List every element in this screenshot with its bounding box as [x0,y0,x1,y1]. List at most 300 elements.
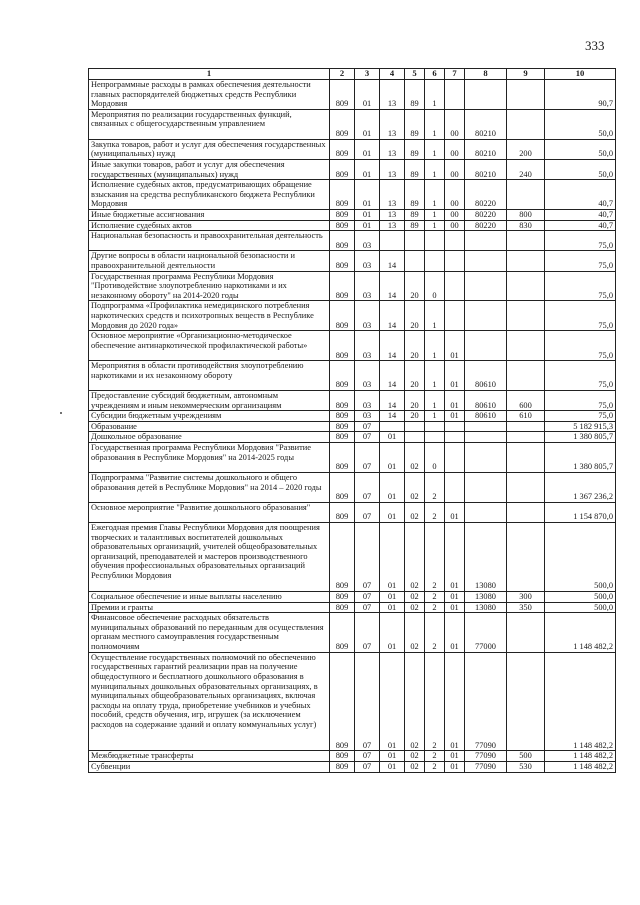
table-row [89,301,616,331]
code-cell: 89 [405,220,425,231]
code-cell: 20 [405,391,425,411]
code-cell [405,421,425,432]
code-cell: 07 [355,522,380,591]
amount-cell: 1 148 482,2 [545,652,616,751]
table-row [89,472,616,502]
code-cell: 01 [445,592,465,603]
code-cell: 809 [330,220,355,231]
code-cell: 20 [405,411,425,422]
table-row [89,761,616,772]
amount-cell: 1 380 805,7 [545,443,616,473]
code-cell [465,443,507,473]
header-cell: 2 [330,69,355,80]
code-cell: 809 [330,301,355,331]
code-cell: 809 [330,411,355,422]
code-cell: 89 [405,80,425,110]
row-name: Подпрограмма «Профилактика немедицинского потребления наркотических средств и психотропных веществ в Республике Мордовия до 2020 года» [89,301,330,331]
table-row [89,502,616,522]
code-cell: 02 [405,502,425,522]
code-cell: 01 [445,761,465,772]
code-cell: 2 [425,472,445,502]
code-cell: 13 [380,159,405,179]
row-name: Непрограммные расходы в рамках обеспечения деятельности главных распорядителей бюджетных средств Республики Мордовия [89,80,330,110]
amount-cell: 75,0 [545,251,616,271]
row-name: Государственная программа Республики Мордовия "Развитие образования в Республике Мордовия" на 2014-2025 годы [89,443,330,473]
code-cell: 03 [355,231,380,251]
amount-cell: 90,7 [545,80,616,110]
code-cell [445,472,465,502]
code-cell: 500 [507,751,545,762]
code-cell [507,432,545,443]
code-cell [465,231,507,251]
table-row [89,602,616,613]
code-cell: 809 [330,522,355,591]
code-cell: 2 [425,522,445,591]
code-cell [507,522,545,591]
amount-cell: 500,0 [545,602,616,613]
page-number: 333 [585,38,605,53]
table-body [89,69,616,773]
code-cell [465,502,507,522]
code-cell: 1 [425,301,445,331]
code-cell: 02 [405,592,425,603]
code-cell: 350 [507,602,545,613]
table-row [89,443,616,473]
code-cell: 80210 [465,109,507,139]
code-cell: 00 [445,220,465,231]
row-name: Осуществление государственных полномочий по обеспечению государственных гарантий реализации прав на получение общедоступного и бесплатного дошкольного образования в муниципальных дошкольных образовательных организациях, в муниципальных общеобразовательных организациях, включая расходы на оплату труда, приобретение учебников и учебных пособий, средств обучения, игр, игрушек (за исключением расходов на содержание зданий и оплату коммунальных услуг) [89,652,330,751]
code-cell: 03 [355,391,380,411]
code-cell: 530 [507,761,545,772]
code-cell: 89 [405,139,425,159]
code-cell [507,231,545,251]
table-row [89,391,616,411]
code-cell: 2 [425,592,445,603]
amount-cell: 75,0 [545,231,616,251]
code-cell: 89 [405,109,425,139]
header-cell: 3 [355,69,380,80]
code-cell: 01 [380,613,405,653]
code-cell [425,231,445,251]
code-cell: 0 [425,271,445,301]
code-cell [445,432,465,443]
code-cell: 809 [330,421,355,432]
code-cell: 02 [405,522,425,591]
row-name: Премии и гранты [89,602,330,613]
amount-cell: 50,0 [545,159,616,179]
amount-cell: 75,0 [545,391,616,411]
code-cell: 240 [507,159,545,179]
code-cell [465,432,507,443]
code-cell: 809 [330,210,355,221]
code-cell [445,443,465,473]
code-cell: 809 [330,613,355,653]
code-cell: 01 [380,472,405,502]
row-name: Иные бюджетные ассигнования [89,210,330,221]
table-row [89,271,616,301]
code-cell: 07 [355,443,380,473]
code-cell [507,502,545,522]
code-cell: 01 [445,411,465,422]
code-cell: 01 [380,522,405,591]
code-cell: 809 [330,231,355,251]
code-cell: 14 [380,361,405,391]
row-name: Подпрограмма "Развитие системы дошкольного и общего образования детей в Республике Мордовия" на 2014 – 2020 годы [89,472,330,502]
code-cell: 2 [425,502,445,522]
code-cell: 00 [445,210,465,221]
code-cell: 2 [425,761,445,772]
code-cell: 2 [425,602,445,613]
code-cell [507,301,545,331]
amount-cell: 1 380 805,7 [545,432,616,443]
row-name: Иные закупки товаров, работ и услуг для обеспечения государственных (муниципальных) нужд [89,159,330,179]
row-name: Финансовое обеспечение расходных обязательств муниципальных образований по переданным для осуществления органам местного самоуправления государственным полномочиям [89,613,330,653]
code-cell: 13 [380,139,405,159]
amount-cell: 40,7 [545,220,616,231]
row-name: Мероприятия по реализации государственных функций, связанных с общегосударственным управлением [89,109,330,139]
code-cell: 809 [330,361,355,391]
amount-cell: 50,0 [545,109,616,139]
header-cell: 5 [405,69,425,80]
code-cell: 830 [507,220,545,231]
code-cell: 809 [330,751,355,762]
scan-speck [60,412,62,414]
code-cell: 07 [355,472,380,502]
table-row [89,231,616,251]
amount-cell: 500,0 [545,592,616,603]
code-cell: 809 [330,592,355,603]
code-cell: 02 [405,652,425,751]
code-cell: 809 [330,80,355,110]
code-cell: 809 [330,139,355,159]
code-cell: 01 [355,180,380,210]
amount-cell: 75,0 [545,331,616,361]
code-cell [380,231,405,251]
code-cell [425,421,445,432]
code-cell [507,331,545,361]
row-name: Государственная программа Республики Мордовия "Противодействие злоупотреблению наркотиками и их незаконному обороту" на 2014-2020 годы [89,271,330,301]
code-cell: 80210 [465,139,507,159]
row-name: Образование [89,421,330,432]
code-cell [507,80,545,110]
table-row [89,652,616,751]
code-cell: 03 [355,361,380,391]
code-cell: 0 [425,443,445,473]
code-cell: 13080 [465,602,507,613]
code-cell: 01 [445,331,465,361]
row-name: Предоставление субсидий бюджетным, автономным учреждениям и иным некоммерческим организациям [89,391,330,411]
code-cell: 14 [380,271,405,301]
code-cell: 809 [330,432,355,443]
code-cell: 89 [405,159,425,179]
code-cell: 13 [380,180,405,210]
code-cell: 13080 [465,592,507,603]
amount-cell: 5 182 915,3 [545,421,616,432]
code-cell: 809 [330,443,355,473]
code-cell: 03 [355,251,380,271]
code-cell: 01 [355,109,380,139]
code-cell: 20 [405,271,425,301]
amount-cell: 40,7 [545,180,616,210]
row-name: Исполнение судебных актов [89,220,330,231]
code-cell: 13080 [465,522,507,591]
code-cell: 07 [355,652,380,751]
header-cell: 9 [507,69,545,80]
row-name: Межбюджетные трансферты [89,751,330,762]
code-cell: 2 [425,751,445,762]
code-cell: 14 [380,331,405,361]
code-cell: 2 [425,613,445,653]
code-cell: 01 [445,613,465,653]
code-cell: 1 [425,210,445,221]
code-cell: 1 [425,391,445,411]
code-cell: 01 [355,159,380,179]
code-cell: 01 [355,80,380,110]
code-cell [445,301,465,331]
code-cell [405,231,425,251]
code-cell: 07 [355,432,380,443]
code-cell: 07 [355,761,380,772]
code-cell: 01 [380,761,405,772]
code-cell: 20 [405,361,425,391]
code-cell: 89 [405,180,425,210]
code-cell: 809 [330,761,355,772]
code-cell: 809 [330,602,355,613]
code-cell: 01 [445,652,465,751]
amount-cell: 75,0 [545,361,616,391]
table-row [89,220,616,231]
row-name: Субсидии бюджетным учреждениям [89,411,330,422]
code-cell: 02 [405,472,425,502]
header-cell: 4 [380,69,405,80]
code-cell: 13 [380,80,405,110]
amount-cell: 1 154 870,0 [545,502,616,522]
code-cell: 80220 [465,220,507,231]
code-cell [465,251,507,271]
code-cell: 01 [355,139,380,159]
code-cell: 80220 [465,210,507,221]
code-cell: 20 [405,301,425,331]
code-cell [507,421,545,432]
code-cell: 01 [380,443,405,473]
table-row [89,613,616,653]
code-cell: 02 [405,751,425,762]
code-cell: 1 [425,220,445,231]
amount-cell: 50,0 [545,139,616,159]
code-cell [425,432,445,443]
code-cell: 800 [507,210,545,221]
code-cell: 77090 [465,761,507,772]
code-cell [465,80,507,110]
code-cell: 03 [355,271,380,301]
code-cell [405,432,425,443]
code-cell: 02 [405,613,425,653]
table-row [89,361,616,391]
code-cell: 01 [380,751,405,762]
code-cell: 01 [445,751,465,762]
table-row [89,331,616,361]
code-cell [445,231,465,251]
code-cell [445,80,465,110]
code-cell: 07 [355,502,380,522]
code-cell: 809 [330,109,355,139]
budget-table [88,68,616,773]
code-cell [507,443,545,473]
code-cell: 01 [380,502,405,522]
code-cell: 1 [425,180,445,210]
code-cell [465,331,507,361]
code-cell [445,421,465,432]
code-cell: 809 [330,391,355,411]
code-cell: 80210 [465,159,507,179]
code-cell: 00 [445,159,465,179]
amount-cell: 500,0 [545,522,616,591]
header-cell: 1 [89,69,330,80]
code-cell: 77090 [465,751,507,762]
code-cell: 80610 [465,361,507,391]
code-cell: 809 [330,271,355,301]
code-cell: 1 [425,361,445,391]
table-row [89,432,616,443]
amount-cell: 1 148 482,2 [545,761,616,772]
header-cell: 7 [445,69,465,80]
amount-cell: 40,7 [545,210,616,221]
table-row [89,421,616,432]
code-cell: 00 [445,109,465,139]
amount-cell: 1 367 236,2 [545,472,616,502]
code-cell: 610 [507,411,545,422]
code-cell: 600 [507,391,545,411]
table-row [89,411,616,422]
code-cell: 809 [330,251,355,271]
code-cell: 02 [405,761,425,772]
code-cell: 1 [425,331,445,361]
amount-cell: 75,0 [545,301,616,331]
code-cell: 809 [330,180,355,210]
amount-cell: 1 148 482,2 [545,751,616,762]
code-cell: 01 [445,361,465,391]
code-cell: 01 [355,220,380,231]
code-cell [507,271,545,301]
code-cell: 01 [380,602,405,613]
code-cell: 01 [380,592,405,603]
row-name: Ежегодная премия Главы Республики Мордовия для поощрения творческих и талантливых воспитателей дошкольных образовательных организаций, учителей общеобразовательных организаций, преподавателей и мастеров производственного обучения профессиональных образовательных организаций Республики Мордовия [89,522,330,591]
code-cell: 809 [330,331,355,361]
row-name: Национальная безопасность и правоохранительная деятельность [89,231,330,251]
code-cell: 1 [425,159,445,179]
code-cell [465,301,507,331]
table-row [89,180,616,210]
code-cell: 14 [380,301,405,331]
code-cell [380,421,405,432]
code-cell: 80610 [465,391,507,411]
code-cell: 13 [380,109,405,139]
code-cell: 77000 [465,613,507,653]
row-name: Субвенции [89,761,330,772]
code-cell: 01 [445,602,465,613]
code-cell: 03 [355,411,380,422]
code-cell: 89 [405,210,425,221]
code-cell: 07 [355,592,380,603]
code-cell: 2 [425,652,445,751]
code-cell: 14 [380,391,405,411]
code-cell: 13 [380,220,405,231]
amount-cell: 75,0 [545,411,616,422]
table-row [89,109,616,139]
table-row [89,139,616,159]
code-cell: 03 [355,331,380,361]
code-cell: 1 [425,411,445,422]
code-cell: 02 [405,443,425,473]
code-cell: 809 [330,502,355,522]
table-row [89,210,616,221]
code-cell [507,652,545,751]
code-cell: 77090 [465,652,507,751]
code-cell: 01 [380,652,405,751]
code-cell: 1 [425,109,445,139]
table-row [89,592,616,603]
code-cell [507,180,545,210]
row-name: Основное мероприятие "Развитие дошкольного образования" [89,502,330,522]
row-name: Закупка товаров, работ и услуг для обеспечения государственных (муниципальных) нужд [89,139,330,159]
code-cell: 07 [355,602,380,613]
code-cell: 300 [507,592,545,603]
code-cell: 1 [425,139,445,159]
code-cell: 01 [445,391,465,411]
code-cell: 01 [445,522,465,591]
code-cell: 00 [445,139,465,159]
code-cell [507,613,545,653]
code-cell: 14 [380,411,405,422]
code-cell [507,361,545,391]
table-row [89,522,616,591]
code-cell: 809 [330,652,355,751]
code-cell: 02 [405,602,425,613]
row-name: Дошкольное образование [89,432,330,443]
code-cell: 809 [330,472,355,502]
row-name: Мероприятия в области противодействия злоупотреблению наркотиками и их незаконному обороту [89,361,330,391]
code-cell: 13 [380,210,405,221]
code-cell: 14 [380,251,405,271]
table-row [89,80,616,110]
amount-cell: 1 148 482,2 [545,613,616,653]
header-cell: 8 [465,69,507,80]
code-cell: 07 [355,751,380,762]
table-row [89,751,616,762]
row-name: Социальное обеспечение и иные выплаты населению [89,592,330,603]
code-cell [465,271,507,301]
code-cell: 01 [355,210,380,221]
amount-cell: 75,0 [545,271,616,301]
code-cell: 07 [355,421,380,432]
code-cell: 1 [425,80,445,110]
code-cell [465,472,507,502]
header-cell: 6 [425,69,445,80]
code-cell [465,421,507,432]
header-cell: 10 [545,69,616,80]
code-cell [425,251,445,271]
code-cell [405,251,425,271]
code-cell [507,251,545,271]
table-row [89,251,616,271]
code-cell [507,109,545,139]
code-cell: 80610 [465,411,507,422]
row-name: Другие вопросы в области национальной безопасности и правоохранительной деятельности [89,251,330,271]
code-cell [507,472,545,502]
row-name: Основное мероприятие «Организационно-методическое обеспечение антинаркотической профилактической работы» [89,331,330,361]
code-cell: 01 [380,432,405,443]
code-cell: 200 [507,139,545,159]
